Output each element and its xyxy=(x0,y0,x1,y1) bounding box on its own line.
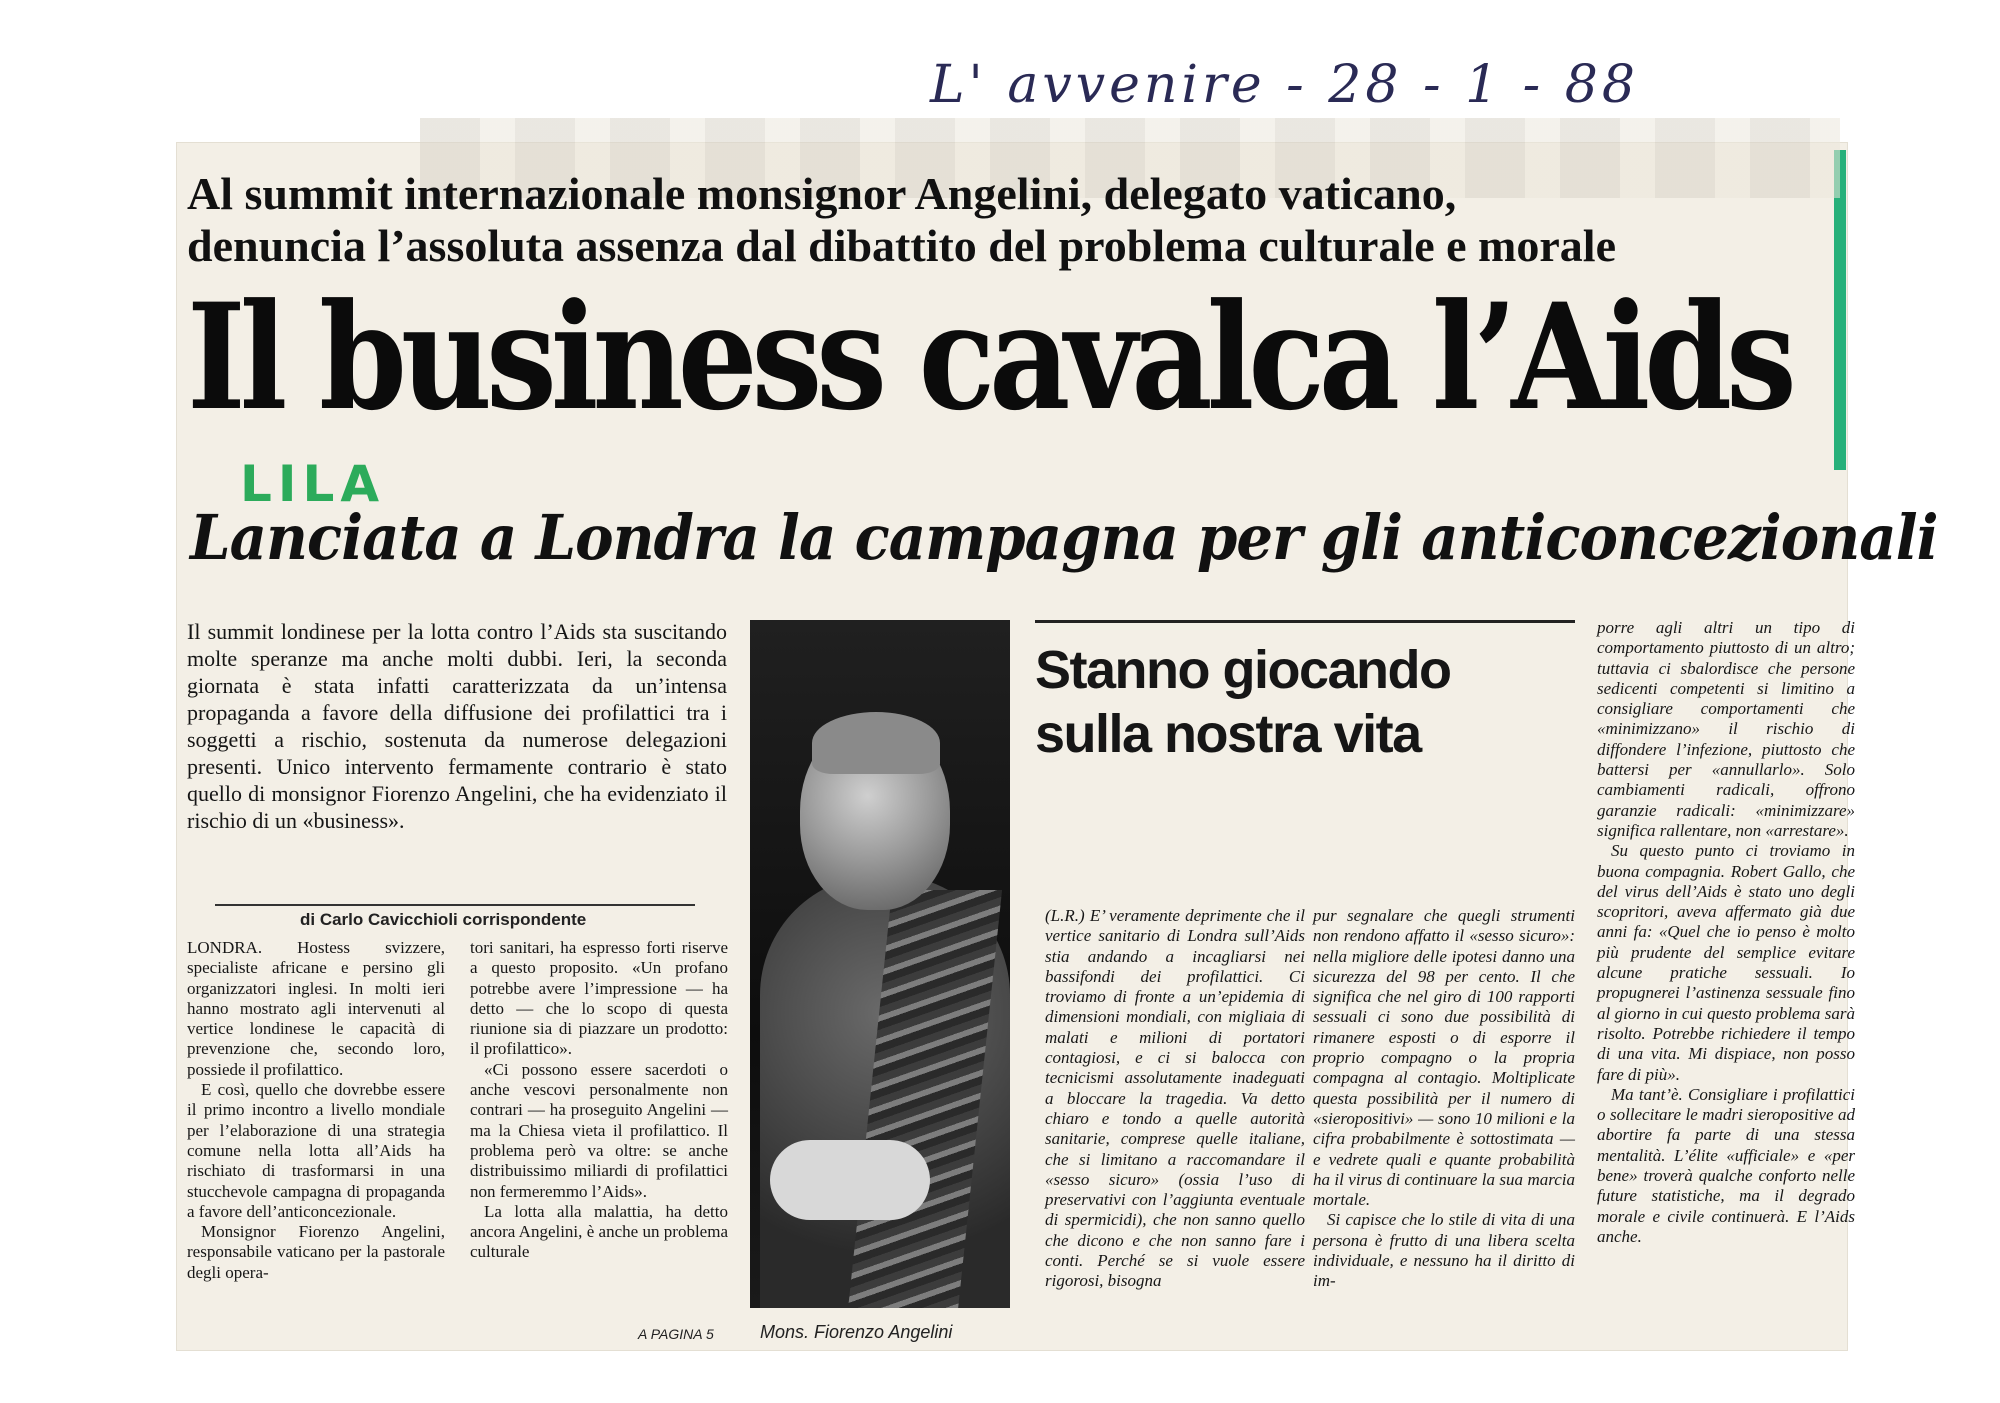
editorial-top-rule xyxy=(1035,620,1575,623)
sub-headline: Lanciata a Londra la campagna per gli anticoncezionali xyxy=(190,501,1938,574)
kicker-headline xyxy=(187,168,1837,272)
photo-caption: Mons. Fiorenzo Angelini xyxy=(760,1322,953,1342)
article-paragraph: LONDRA. Hostess svizzere, specialiste africane e persino gli organizzatori inglesi. In molti ieri hanno mostrato agli intervenuti al vertice londinese le capacità di prevenzione che, secondo loro, possiede il profilattico. xyxy=(187,938,445,1079)
kicker-line-1: Al summit internazionale monsignor Angelini, delegato vaticano, xyxy=(187,168,1457,219)
article-column-2 xyxy=(470,938,728,1263)
editorial-column-3 xyxy=(1597,618,1855,1247)
article-paragraph: Monsignor Fiorenzo Angelini, responsabile vaticano per la pastorale degli opera- xyxy=(187,1222,445,1282)
editorial-paragraph: pur segnalare che quegli strumenti non rendono affatto il «sesso sicuro»: nella migliore delle ipotesi danno una sicurezza del 98 per cento. Il che significa che nel giro di 100 rapporti sessuali ci sono due possibilità di rimanere esposti o di esporre il proprio compagno o la propria compagna al contagio. Moltiplicate questa possibilità per il numero di «sieropositivi» — sono 10 milioni e la cifra probabilmente è sottostimata — e vedrete quali e quante probabilità ha il virus di continuare la sua marcia mortale. xyxy=(1313,906,1575,1210)
editorial-paragraph: Su questo punto ci troviamo in buona compagnia. Robert Gallo, che del virus dell’Aids è stato uno degli scopritori, aveva affermato già due anni fa: «Quel che io penso è molto più prudente del semplice evitare alcune pratiche sessuali. Io propugnerei l’astinenza sessuale fino al giorno in cui questo problema sarà risolto. Potrebbe richiedere il tempo di una vita. Mi dispiace, non posso fare di più». xyxy=(1597,841,1855,1084)
editorial-paragraph: Ma tant’è. Consigliare i profilattici o sollecitare le madri sieropositive ad abortire fa parte di una stessa mentalità. L’élite «ufficiale» e «per bene» troverà qualche conforto nelle future statistiche, ma il degrado morale e civile continuerà. E l’Aids anche. xyxy=(1597,1084,1855,1246)
photo-figure-hair xyxy=(812,712,940,774)
article-column-1 xyxy=(187,938,445,1283)
continued-on-page: A PAGINA 5 xyxy=(638,1326,714,1342)
byline: di Carlo Cavicchioli corrispondente xyxy=(300,910,587,929)
editorial-paragraph: porre agli altri un tipo di comportamento piuttosto di un altro; tuttavia ci sbalordisce che persone sedicenti competenti si limitino a consigliare comportamenti che «minimizzano» il rischio di diffondere l’infezione, piuttosto che battersi per «annullarlo». Solo cambiamenti radicali, offrono garanzie radicali: «minimizzare» significa rallentare, non «arrestare». xyxy=(1597,618,1855,840)
editorial-column-2 xyxy=(1313,906,1575,1292)
editorial-column-1 xyxy=(1045,906,1305,1292)
article-paragraph: E così, quello che dovrebbe essere il primo incontro a livello mondiale per l’elaborazione di una strategia comune nella lotta all’Aids ha rischiato di trasformarsi in una stucchevole campagna di propaganda a favore dell’anticoncezionale. xyxy=(187,1080,445,1221)
editorial-title-line-2: sulla nostra vita xyxy=(1035,704,1421,764)
handwritten-date-note: L' avvenire - 28 - 1 - 88 xyxy=(930,55,1639,115)
main-headline: Il business cavalca l’Aids xyxy=(187,272,1791,443)
byline-divider xyxy=(215,904,695,906)
marker-annotation: LILA xyxy=(240,455,386,513)
lead-paragraph: Il summit londinese per la lotta contro l’Aids sta suscitando molte speranze ma anche molti dubbi. Ieri, la seconda giornata è stata infatti caratterizzata da un’intensa propaganda a favore della diffusione dei profilattici tra i soggetti a rischio, sostenuta da numerose delegazioni presenti. Unico intervento fermamente contrario è stato quello di monsignor Fiorenzo Angelini, che ha evidenziato il rischio di un «business». xyxy=(187,619,727,833)
photo-figure-hands xyxy=(770,1140,930,1220)
kicker-line-2: denuncia l’assoluta assenza dal dibattito del problema culturale e morale xyxy=(187,220,1616,271)
editorial-title xyxy=(1035,638,1575,766)
editorial-title-line-1: Stanno giocando xyxy=(1035,640,1451,700)
article-paragraph: La lotta alla malattia, ha detto ancora Angelini, è anche un problema culturale xyxy=(470,1201,728,1262)
editorial-paragraph: Si capisce che lo stile di vita di una persona è frutto di una libera scelta individuale, e nessuno ha il diritto di im- xyxy=(1313,1210,1575,1291)
article-paragraph: tori sanitari, ha espresso forti riserve a questo proposito. «Un profano potrebbe avere l’impressione — ha detto — che lo scopo di questa riunione sia di piazzare un prodotto: il profilattico». xyxy=(470,938,728,1059)
editorial-paragraph: (L.R.) E’ veramente deprimente che il vertice sanitario di Londra sull’Aids stia andando a incagliarsi nei bassifondi dei profilattici. Ci troviamo di fronte a un’epidemia di dimensioni mondiali, con migliaia di malati e milioni di portatori contagiosi, e ci si balocca con tecnicismi assolutamente inadeguati a bloccare la tragedia. Va detto chiaro e tondo a quelle autorità sanitarie, comprese quelle italiane, che si limitano a raccomandare il «sesso sicuro» (ossia l’uso di preservativi con l’aggiunta eventuale di spermicidi), che non sanno quello che dicono e che non sanno fare i conti. Perché se si vuole essere rigorosi, bisogna xyxy=(1045,906,1305,1291)
article-paragraph: «Ci possono essere sacerdoti o anche vescovi personalmente non contrari — ha proseguito Angelini — ma la Chiesa vieta il profilattico. Il problema però va oltre: se anche distribuissimo miliardi di profilattici non fermeremmo l’Aids». xyxy=(470,1059,728,1201)
portrait-photo xyxy=(750,620,1010,1308)
